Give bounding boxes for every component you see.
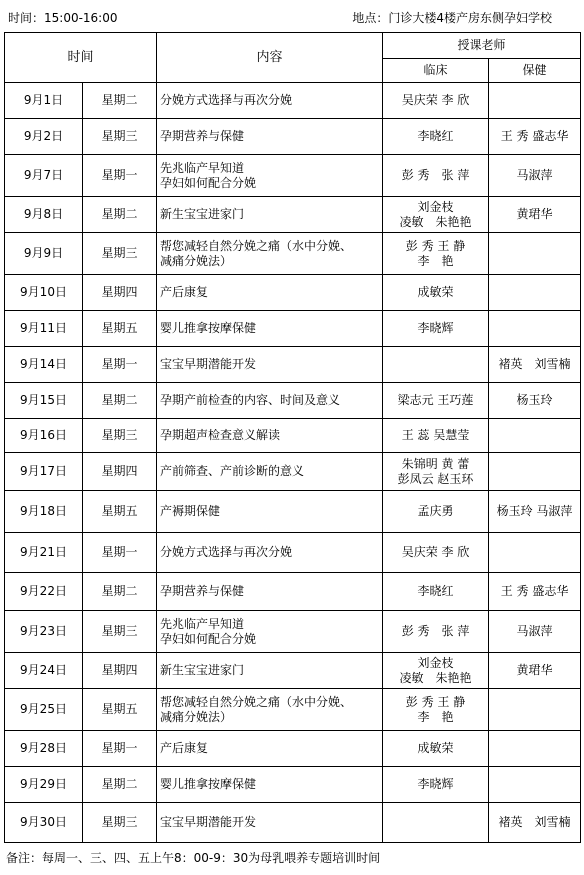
topic-cell-line: 产后康复 <box>160 741 209 755</box>
topic-cell <box>157 653 383 689</box>
weekday-cell: 星期四 <box>83 275 157 311</box>
topic-cell-line: 减痛分娩法） <box>160 709 233 724</box>
clinical-teacher-cell-line: 李晓辉 <box>417 777 454 791</box>
clinical-teacher-cell-line: 凌敏 朱艳艳 <box>399 670 472 685</box>
date-cell: 9月10日 <box>5 275 83 311</box>
clinical-teacher-cell <box>383 197 489 233</box>
care-teacher-cell <box>489 347 581 383</box>
table-row <box>5 275 581 311</box>
weekday-cell: 星期一 <box>83 155 157 197</box>
topic-cell <box>157 453 383 491</box>
header-teachers: 授课老师 <box>383 33 581 59</box>
topic-cell <box>157 347 383 383</box>
topic-cell <box>157 383 383 419</box>
date-cell: 9月25日 <box>5 689 83 731</box>
date-cell: 9月1日 <box>5 83 83 119</box>
table-row <box>5 155 581 197</box>
weekday-cell: 星期五 <box>83 491 157 533</box>
topic-cell <box>157 419 383 453</box>
clinical-teacher-cell-line: 李晓红 <box>417 584 454 598</box>
care-teacher-cell <box>489 611 581 653</box>
clinical-teacher-cell <box>383 653 489 689</box>
date-cell: 9月7日 <box>5 155 83 197</box>
session-time: 时间：15:00-16:00 <box>8 11 118 25</box>
date-cell: 9月30日 <box>5 803 83 843</box>
clinical-teacher-cell <box>383 233 489 275</box>
weekday-cell: 星期三 <box>83 119 157 155</box>
date-cell: 9月23日 <box>5 611 83 653</box>
weekday-cell: 星期一 <box>83 731 157 767</box>
care-teacher-cell <box>489 533 581 573</box>
header-time: 时间 <box>5 33 157 83</box>
care-teacher-cell-line: 褚英 刘雪楠 <box>498 357 571 371</box>
table-row <box>5 653 581 689</box>
table-row <box>5 197 581 233</box>
care-teacher-cell-line: 黄珺华 <box>516 663 553 677</box>
topic-cell <box>157 83 383 119</box>
care-teacher-cell <box>489 653 581 689</box>
table-row <box>5 83 581 119</box>
weekday-cell: 星期三 <box>83 419 157 453</box>
date-cell: 9月11日 <box>5 311 83 347</box>
care-teacher-cell <box>489 767 581 803</box>
clinical-teacher-cell <box>383 383 489 419</box>
topic-cell <box>157 155 383 197</box>
clinical-teacher-cell-line: 成敏荣 <box>417 741 454 755</box>
clinical-teacher-cell <box>383 731 489 767</box>
care-teacher-cell <box>489 419 581 453</box>
topic-cell <box>157 611 383 653</box>
clinical-teacher-cell <box>383 803 489 843</box>
table-row <box>5 689 581 731</box>
topic-cell-line: 宝宝早期潜能开发 <box>160 357 257 371</box>
topic-cell <box>157 197 383 233</box>
care-teacher-cell <box>489 689 581 731</box>
topic-cell <box>157 233 383 275</box>
date-cell: 9月21日 <box>5 533 83 573</box>
clinical-teacher-cell-line: 成敏荣 <box>417 285 454 299</box>
clinical-teacher-cell-line: 刘金枝 <box>417 199 454 214</box>
clinical-teacher-cell <box>383 311 489 347</box>
clinical-teacher-cell-line: 梁志元 王巧莲 <box>397 393 474 407</box>
topic-cell <box>157 767 383 803</box>
clinical-teacher-cell-line: 李晓红 <box>417 129 454 143</box>
care-teacher-cell <box>489 573 581 611</box>
clinical-teacher-cell-line: 李晓辉 <box>417 321 454 335</box>
care-teacher-cell-line: 马淑萍 <box>516 624 553 638</box>
topic-cell <box>157 689 383 731</box>
topic-cell <box>157 533 383 573</box>
topic-cell-line: 新生宝宝进家门 <box>160 663 245 677</box>
table-row <box>5 803 581 843</box>
care-teacher-cell <box>489 383 581 419</box>
clinical-teacher-cell-line: 彭 秀 张 萍 <box>401 168 470 182</box>
weekday-cell: 星期三 <box>83 803 157 843</box>
care-teacher-cell <box>489 731 581 767</box>
clinical-teacher-cell <box>383 453 489 491</box>
clinical-teacher-cell-line: 吴庆荣 李 欣 <box>401 93 470 107</box>
topic-cell <box>157 311 383 347</box>
date-cell: 9月8日 <box>5 197 83 233</box>
topic-cell-line: 孕期营养与保健 <box>160 584 245 598</box>
clinical-teacher-cell <box>383 347 489 383</box>
weekday-cell: 星期四 <box>83 653 157 689</box>
care-teacher-cell-line: 马淑萍 <box>516 168 553 182</box>
clinical-teacher-cell <box>383 491 489 533</box>
care-teacher-cell-line: 褚英 刘雪楠 <box>498 815 571 829</box>
table-row <box>5 119 581 155</box>
clinical-teacher-cell-line: 朱锦明 黄 蕾 <box>401 456 470 471</box>
table-row <box>5 453 581 491</box>
care-teacher-cell <box>489 803 581 843</box>
clinical-teacher-cell <box>383 119 489 155</box>
care-teacher-cell <box>489 119 581 155</box>
topic-cell <box>157 275 383 311</box>
care-teacher-cell-line: 杨玉玲 马淑萍 <box>496 504 573 518</box>
topic-cell-line: 孕期营养与保健 <box>160 129 245 143</box>
care-teacher-cell <box>489 233 581 275</box>
table-row <box>5 731 581 767</box>
table-row <box>5 347 581 383</box>
table-row <box>5 533 581 573</box>
topic-cell-line: 分娩方式选择与再次分娩 <box>160 93 293 107</box>
table-header <box>5 33 581 83</box>
topic-cell-line: 宝宝早期潜能开发 <box>160 815 257 829</box>
clinical-teacher-cell-line: 彭凤云 赵玉环 <box>397 471 474 486</box>
weekday-cell: 星期三 <box>83 611 157 653</box>
topic-cell <box>157 573 383 611</box>
clinical-teacher-cell-line: 孟庆勇 <box>417 504 454 518</box>
clinical-teacher-cell <box>383 419 489 453</box>
weekday-cell: 星期二 <box>83 767 157 803</box>
weekday-cell: 星期四 <box>83 453 157 491</box>
clinical-teacher-cell <box>383 611 489 653</box>
care-teacher-cell <box>489 83 581 119</box>
topic-cell-line: 孕期产前检查的内容、时间及意义 <box>160 393 341 407</box>
care-teacher-cell <box>489 197 581 233</box>
care-teacher-cell <box>489 155 581 197</box>
care-teacher-cell <box>489 311 581 347</box>
topic-cell-line: 产褥期保健 <box>160 504 221 518</box>
care-teacher-cell-line: 黄珺华 <box>516 207 553 221</box>
clinical-teacher-cell-line: 彭 秀 王 静 <box>405 694 466 709</box>
weekday-cell: 星期一 <box>83 533 157 573</box>
date-cell: 9月14日 <box>5 347 83 383</box>
care-teacher-cell-line: 王 秀 盛志华 <box>500 584 569 598</box>
weekday-cell: 星期五 <box>83 311 157 347</box>
topic-cell-line: 产前筛查、产前诊断的意义 <box>160 464 305 478</box>
topic-cell-line: 新生宝宝进家门 <box>160 207 245 221</box>
header-care: 保健 <box>489 59 581 83</box>
weekday-cell: 星期五 <box>83 689 157 731</box>
table-row <box>5 573 581 611</box>
care-teacher-cell <box>489 275 581 311</box>
topic-cell-line: 婴儿推拿按摩保健 <box>160 777 257 791</box>
header-content: 内容 <box>157 33 383 83</box>
care-teacher-cell <box>489 491 581 533</box>
table-row <box>5 311 581 347</box>
topic-cell-line: 产后康复 <box>160 285 209 299</box>
topic-cell-line: 先兆临产早知道 <box>160 616 245 631</box>
weekday-cell: 星期一 <box>83 347 157 383</box>
table-body <box>5 83 581 843</box>
topic-cell <box>157 803 383 843</box>
date-cell: 9月15日 <box>5 383 83 419</box>
weekday-cell: 星期二 <box>83 383 157 419</box>
care-teacher-cell-line: 王 秀 盛志华 <box>500 129 569 143</box>
clinical-teacher-cell <box>383 83 489 119</box>
clinical-teacher-cell-line: 李 艳 <box>417 253 454 268</box>
topic-cell-line: 孕妇如何配合分娩 <box>160 175 257 190</box>
clinical-teacher-cell-line: 吴庆荣 李 欣 <box>401 545 470 559</box>
clinical-teacher-cell-line: 彭 秀 王 静 <box>405 238 466 253</box>
topic-cell <box>157 731 383 767</box>
clinical-teacher-cell-line: 彭 秀 张 萍 <box>401 624 470 638</box>
topic-cell-line: 帮您减轻自然分娩之痛（水中分娩、 <box>160 238 353 253</box>
topic-cell-line: 先兆临产早知道 <box>160 160 245 175</box>
clinical-teacher-cell <box>383 689 489 731</box>
date-cell: 9月2日 <box>5 119 83 155</box>
clinical-teacher-cell <box>383 573 489 611</box>
date-cell: 9月28日 <box>5 731 83 767</box>
date-cell: 9月24日 <box>5 653 83 689</box>
clinical-teacher-cell-line: 凌敏 朱艳艳 <box>399 214 472 229</box>
date-cell: 9月18日 <box>5 491 83 533</box>
care-teacher-cell <box>489 453 581 491</box>
clinical-teacher-cell-line: 刘金枝 <box>417 655 454 670</box>
table-row <box>5 233 581 275</box>
topic-cell-line: 婴儿推拿按摩保健 <box>160 321 257 335</box>
topic-cell-line: 孕期超声检查意义解读 <box>160 428 281 442</box>
table-row <box>5 491 581 533</box>
header-bar <box>0 6 584 24</box>
footnote: 备注：每周一、三、四、五上午8：00-9：30为母乳喂养专题培训时间 <box>6 851 381 865</box>
header-clinical: 临床 <box>383 59 489 83</box>
date-cell: 9月17日 <box>5 453 83 491</box>
weekday-cell: 星期二 <box>83 197 157 233</box>
topic-cell-line: 分娩方式选择与再次分娩 <box>160 545 293 559</box>
schedule-table <box>4 32 581 843</box>
date-cell: 9月16日 <box>5 419 83 453</box>
clinical-teacher-cell <box>383 533 489 573</box>
weekday-cell: 星期二 <box>83 83 157 119</box>
date-cell: 9月29日 <box>5 767 83 803</box>
topic-cell-line: 帮您减轻自然分娩之痛（水中分娩、 <box>160 694 353 709</box>
table-row <box>5 611 581 653</box>
care-teacher-cell-line: 杨玉玲 <box>516 393 553 407</box>
weekday-cell: 星期二 <box>83 573 157 611</box>
topic-cell-line: 减痛分娩法） <box>160 253 233 268</box>
clinical-teacher-cell-line: 李 艳 <box>417 709 454 724</box>
table-row <box>5 419 581 453</box>
session-location: 地点：门诊大楼4楼产房东侧孕妇学校 <box>352 11 552 25</box>
clinical-teacher-cell-line: 王 蕊 吴慧莹 <box>401 428 470 442</box>
weekday-cell: 星期三 <box>83 233 157 275</box>
topic-cell-line: 孕妇如何配合分娩 <box>160 631 257 646</box>
clinical-teacher-cell <box>383 275 489 311</box>
topic-cell <box>157 491 383 533</box>
clinical-teacher-cell <box>383 155 489 197</box>
topic-cell <box>157 119 383 155</box>
table-row <box>5 767 581 803</box>
clinical-teacher-cell <box>383 767 489 803</box>
table-row <box>5 383 581 419</box>
date-cell: 9月9日 <box>5 233 83 275</box>
date-cell: 9月22日 <box>5 573 83 611</box>
